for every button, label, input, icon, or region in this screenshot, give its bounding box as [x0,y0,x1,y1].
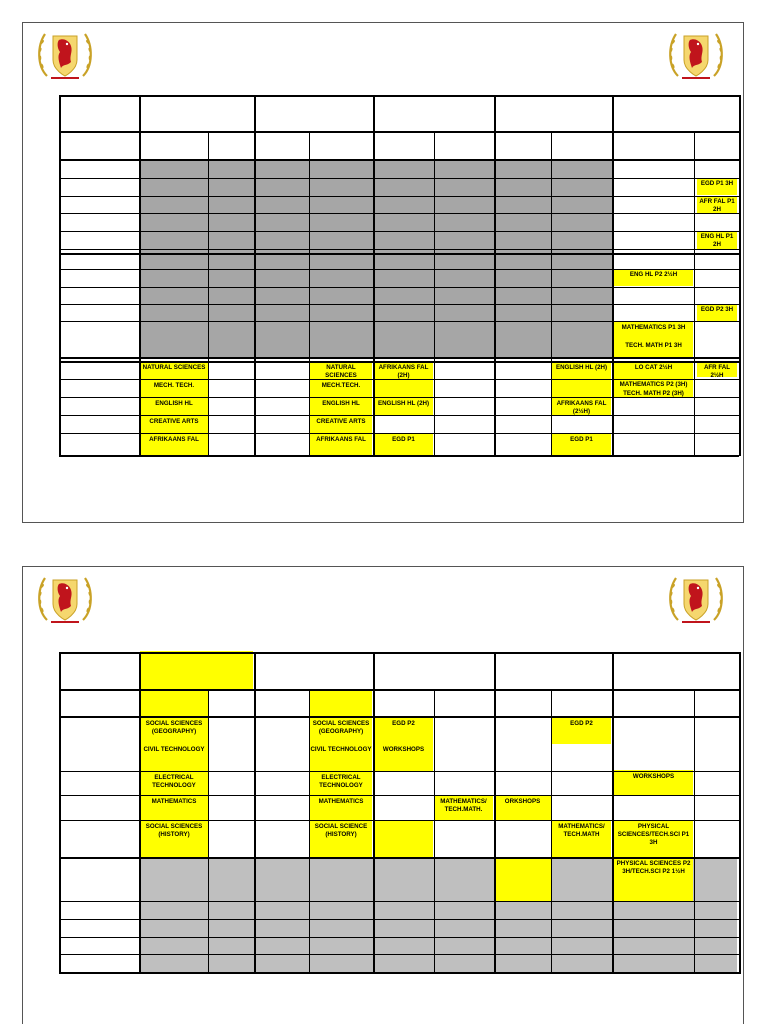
exam-cell: ELECTRICAL TECHNOLOGY [152,774,196,790]
exam-cell: AFR FAL P1 2H [699,198,735,213]
exam-cell: NATURAL SCIENCES [142,364,206,371]
exam-cell: EGD P2 [392,720,415,727]
exam-cell: ENGLISH HL [322,400,360,407]
exam-cell: CREATIVE ARTS [316,418,366,425]
exam-cell: EGD P1 3H [700,180,734,187]
exam-cell: SOCIAL SCIENCES (HISTORY) [145,823,203,839]
exam-cell: AFRIKAANS FAL [149,436,199,443]
exam-cell: MECH.TECH. [321,382,361,389]
exam-cell: MATHEMATICS P1 3H [621,324,686,331]
exam-cell: ENG HL P2 2½H [629,271,678,278]
school-crest-logo [33,570,97,632]
shaded-cell [140,160,612,357]
shaded-cell [552,415,611,433]
exam-cell: MATHEMATICS P2 (3H) [619,381,688,388]
exam-cell: EGD P1 [570,436,593,443]
exam-cell: EGD P2 3H [700,306,734,313]
exam-cell: AFR FAL 2½H [703,364,731,380]
school-crest-logo [664,570,728,632]
exam-cell: MATHEMATICS [151,798,197,805]
exam-cell: PHYSICAL SCIENCES P2 3H/TECH.SCI P2 1½H [616,860,691,876]
shaded-cell [140,651,253,689]
exam-cell: TECH. MATH P1 3H [625,342,682,349]
exam-cell: AFRIKAANS FAL [316,436,366,443]
exam-cell: ENG HL P1 2H [700,233,734,249]
exam-cell: MATHEMATICS [318,798,364,805]
exam-cell: TECH. MATH P2 (3H) [623,390,684,397]
shaded-cell [374,820,433,857]
exam-cell: ENGLISH HL [155,400,193,407]
shaded-cell [494,857,551,901]
exam-cell: CIVIL TECHNOLOGY [310,746,372,753]
exam-cell: ENGLISH HL (2H) [377,400,430,407]
exam-cell: ENGLISH HL (2H) [555,364,608,371]
school-crest-logo [33,26,97,88]
exam-cell: ELECTRICAL TECHNOLOGY [319,774,363,790]
exam-cell: AFRIKAANS FAL (2½H) [556,400,607,415]
exam-cell: ORKSHOPS [504,798,541,805]
exam-cell: CIVIL TECHNOLOGY [143,746,205,753]
exam-cell: SOCIAL SCIENCES (GEOGRAPHY) [312,720,370,736]
school-crest-logo [664,26,728,88]
exam-cell: LO CAT 2½H [634,364,673,371]
exam-cell: MATHEMATICS/ TECH.MATH [558,823,605,839]
exam-cell: MECH. TECH. [153,382,195,389]
exam-cell: AFRIKAANS FAL (2H) [378,364,429,380]
exam-cell: MATHEMATICS/ TECH.MATH. [440,798,487,814]
exam-cell: WORKSHOPS [382,746,425,753]
exam-cell: SOCIAL SCIENCES (GEOGRAPHY) [145,720,203,736]
exam-cell: WORKSHOPS [632,773,675,780]
shaded-cell [374,415,433,433]
exam-cell: CREATIVE ARTS [149,418,199,425]
shaded-cell [310,691,372,717]
exam-cell: PHYSICAL SCIENCES/TECH.SCI P1 3H [617,823,690,847]
exam-cell: SOCIAL SCIENCE (HISTORY) [314,823,368,839]
exam-cell: EGD P1 [392,436,415,443]
exam-cell: NATURAL SCIENCES [325,364,357,380]
exam-cell: EGD P2 [570,720,593,727]
